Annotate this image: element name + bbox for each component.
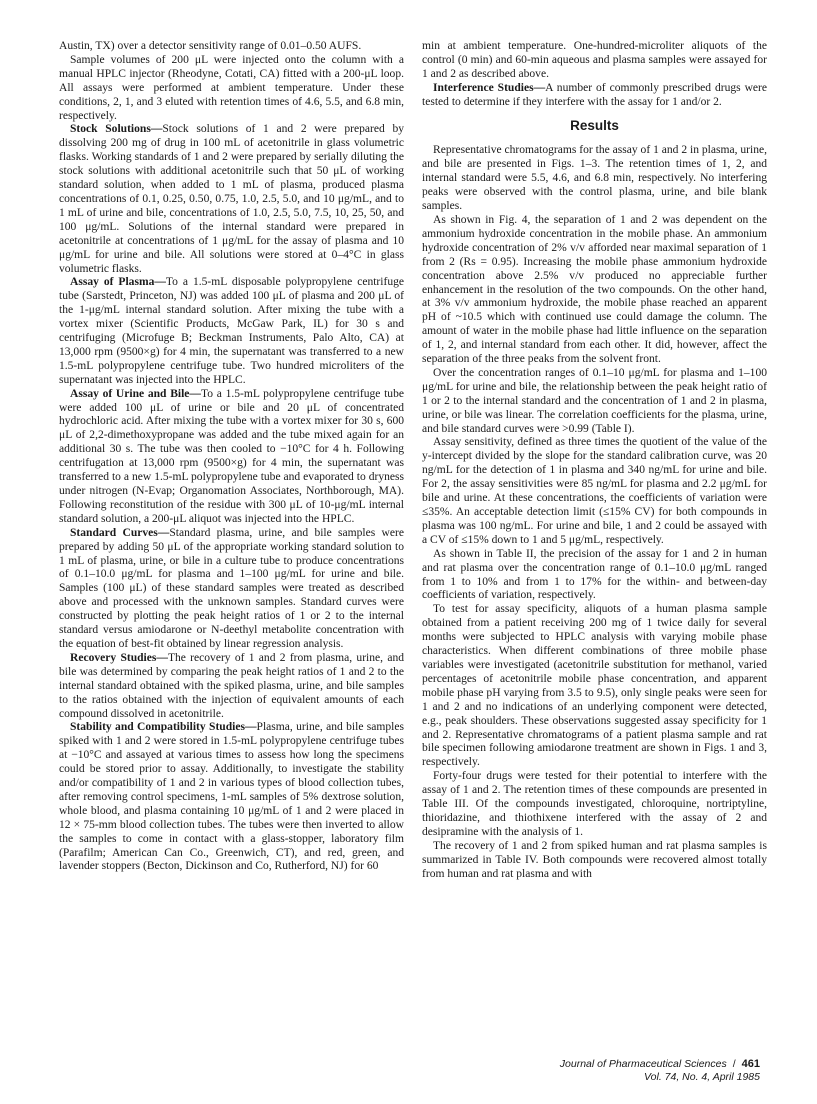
page-footer bbox=[560, 1058, 760, 1083]
assay-plasma-text: To a 1.5-mL disposable polypropylene centrifuge tube (Sarstedt, Princeton, NJ) was added 100 μL of plasma and 200 μL of the 1-μg/mL internal standard solution. After mixing the tube with a vortex mixer (Scientific Products, McGaw Park, IL) for 30 s and centrifuging (Microfuge B; Beckman Instruments, Palo Alto, CA) at 13,000 rpm (9500×g) for 4 min, the supernatant was transferred to a new 1.5-mL polypropylene centrifuge tube. Two hundred microliters of the supernatant was injected into the HPLC. bbox=[59, 276, 404, 386]
paragraph-assay-urine-bile bbox=[59, 388, 404, 527]
paragraph-results-specificity: To test for assay specificity, aliquots of a human plasma sample obtained from a patient receiving 200 mg of 1 twice daily for several months were subjected to HPLC analysis with varying mobile phase characteristics. When different combinations of three mobile phase variables were investigated (acetonitrile substitution for methanol, varied percentages of acetonitrile mobile phase concentration, and apparent mobile phase pH varying from 3.5 to 9.5), only single peaks were seen for 1 and 2 and no indications of an underlying component were detected, e.g., peak shoulders. These observations suggested assay specificity for 1 and 2. Representative chromatograms of a patient plasma sample and rat bile specimen following amiodarone treatment are shown in Figs. 1 and 3, respectively. bbox=[422, 603, 767, 769]
paragraph-standard-curves bbox=[59, 527, 404, 652]
right-column bbox=[422, 40, 767, 881]
heading-assay-plasma: Assay of Plasma— bbox=[70, 276, 166, 289]
recovery-studies-text: The recovery of 1 and 2 from plasma, urine, and bile was determined by comparing the peak height ratios of 1 and 2 to the internal standard obtained with the spiked plasma, urine, and bile samples to the ratios obtained with the injection of equivalent amounts of each compound dissolved in acetonitrile. bbox=[59, 651, 405, 720]
paragraph-injection: Sample volumes of 200 μL were injected onto the column with a manual HPLC injector (Rheodyne, Cotati, CA) fitted with a 200-μL loop. All assays were performed at ambient temperature. Under these conditions, 2, 1, and 3 eluted with retention times of 4.6, 5.5, and 6.8 min, respectively. bbox=[59, 53, 404, 122]
paragraph-results-recovery: The recovery of 1 and 2 from spiked human and rat plasma samples is summarized in Table IV. Both compounds were recovered almost totally from human and rat plasma and with bbox=[422, 839, 767, 880]
paragraph-results-linearity: Over the concentration ranges of 0.1–10 μg/mL for plasma and 1–100 μg/mL for urine and bile, the relationship between the peak height ratio of 1 or 2 to the internal standard and the concentration of 1 and 2 in plasma, urine, or bile was linear. The correlation coefficients for the plasma, urine, and bile standard curves were >0.99 (Table I). bbox=[422, 366, 767, 435]
heading-recovery-studies: Recovery Studies— bbox=[70, 651, 168, 664]
heading-stability-studies: Stability and Compatibility Studies— bbox=[70, 721, 257, 734]
heading-assay-urine-bile: Assay of Urine and Bile— bbox=[70, 387, 201, 400]
paragraph-stability-studies bbox=[59, 721, 404, 874]
paragraph-assay-plasma bbox=[59, 276, 404, 387]
heading-interference-studies: Interference Studies— bbox=[433, 81, 546, 94]
paragraph-results-precision: As shown in Table II, the precision of the assay for 1 and 2 in human and rat plasma over the concentration range of 0.1–10.0 μg/mL ranged from 1 to 10% and from 1 to 17% for the within- and between-day coefficients of variation, respectively. bbox=[422, 547, 767, 602]
standard-curves-text: Standard plasma, urine, and bile samples were prepared by adding 50 μL of the appropriate working standard solution to 1 mL of plasma, urine, or bile in a culture tube to produce concentrations of 0.1–10.0 μg/mL for plasma and 1–100 μg/mL for urine and bile. Samples (100 μL) of these standard samples were treated as described above and processed with the unknown samples. Standard curves were constructed by plotting the peak height ratios of 1 or 2 to the internal standard versus amiodarone or N-deethyl metabolite concentration with the equation of best-fit obtained by linear regression analysis. bbox=[59, 526, 404, 650]
paragraph-interference-studies bbox=[422, 82, 767, 110]
paragraph-results-chromatograms: Representative chromatograms for the assay of 1 and 2 in plasma, urine, and bile are presented in Figs. 1–3. The retention times of 1, 2, and internal standard were 5.5, 4.6, and 6.8 min, respectively. No interfering peaks were observed with the control plasma, urine, and bile blank samples. bbox=[422, 144, 767, 213]
footer-journal-line bbox=[560, 1058, 760, 1071]
interference-studies-text: A number of commonly prescribed drugs were tested to determine if they interfere with the assay for 1 and/or 2. bbox=[422, 81, 767, 108]
stability-studies-text: Plasma, urine, and bile samples spiked with 1 and 2 were stored in 1.5-mL polypropylene centrifuge tubes at −10°C and assayed at various times to assess how long the specimens could be stored prior to assay. Additionally, to investigate the stability and/or compatibility of 1 and 2 in various types of blood collection tubes, after removing control specimens, 1-mL samples of 5% dextrose solution, whole blood, and plasma containing 10 μg/mL of 1 and 2 were placed in 12 × 75-mm blood collection tubes. The tubes were then inverted to allow the samples to come in contact with a glass-stopper, laboratory film (Parafilm; American Can Co., Greenwich, CT), and red, green, and lavender stoppers (Becton, Dickinson and Co, Rutherford, NJ) for 60 bbox=[59, 721, 404, 873]
paragraph-instrumentation-continued: Austin, TX) over a detector sensitivity range of 0.01–0.50 AUFS. bbox=[59, 40, 362, 52]
footer-separator: / bbox=[732, 1058, 736, 1070]
paragraph-stock-solutions bbox=[59, 123, 404, 276]
section-title-results: Results bbox=[570, 117, 619, 133]
stock-solutions-text: Stock solutions of 1 and 2 were prepared by dissolving 200 mg of drug in 100 mL of acetonitrile in glass volumetric flasks. Working standards of 1 and 2 were prepared by serially diluting the stock solutions with additional acetonitrile such that 50 μL of working standard solution, when added to 1 mL of plasma, produced plasma concentrations of 0.1, 0.25, 0.50, 0.75, 1.0, 2.5, 5.0, and 10 μg/mL, and to 1 mL of urine and bile, concentrations of 1.0, 2.5, 5.0, 7.5, 10, 25, 50, and 100 μg/mL. Solutions of the internal standard were prepared in acetonitrile at concentrations of 1 μg/mL for the assay of plasma and 10 μg/mL for urine and bile. All solutions were stored at 0–4°C in glass volumetric flasks. bbox=[59, 123, 405, 275]
paragraph-results-interference: Forty-four drugs were tested for their potential to interfere with the assay of 1 and 2. The retention times of these compounds are presented in Table III. Of the compounds investigated, chloroquine, nortriptyline, thioridazine, and thiothixene interfered with the assay of 2 and desipramine with the analysis of 1. bbox=[422, 770, 767, 838]
page-number: 461 bbox=[741, 1058, 760, 1070]
journal-issue: Vol. 74, No. 4, April 1985 bbox=[644, 1070, 760, 1083]
paragraph-stability-continued: min at ambient temperature. One-hundred-microliter aliquots of the control (0 min) and 60-min aqueous and plasma samples were assayed for 1 and 2 as described above. bbox=[422, 40, 767, 80]
assay-urine-bile-text: To a 1.5-mL polypropylene centrifuge tube were added 100 μL of urine or bile and 20 μL of concentrated hydrochloric acid. After mixing the tube with a vortex mixer for 30 s, 600 μL of 2,2-dimethoxypropane was added and the tube mixed again for an additional 30 s. The tube was then cooled to −10°C for 4 h. Following centrifugation at 13,000 rpm (9500×g) for 4 min, the supernatant was transferred to a new 1.5-mL polypropylene tube and evaporated to dryness under nitrogen (N-Evap; Organomation Associates, Northborough, MA). Following reconstitution of the residue with 300 μL of 10-μg/mL internal standard solution, a 200-μL aliquot was injected into the HPLC. bbox=[59, 387, 404, 525]
paragraph-results-separation: As shown in Fig. 4, the separation of 1 and 2 was dependent on the ammonium hydroxide concentration in the mobile phase. An ammonium hydroxide concentration of 2% v/v afforded near maximal separation of 1 from 2 (Rs = 0.95). Increasing the mobile phase ammonium hydroxide concentration above 2.5% v/v produced no appreciable further enhancement in the resolution of the two compounds. On the other hand, at 3% v/v ammonium hydroxide, the mobile phase reached an apparent pH of ~10.5 which with continued use could damage the column. The amount of water in the mobile phase had little influence on the separation of 1, 2, and internal standard from each other. It did, however, affect the separation of the three peaks from the solvent front. bbox=[422, 213, 767, 366]
paragraph-results-sensitivity: Assay sensitivity, defined as three times the quotient of the value of the y-intercept divided by the slope for the standard calibration curve, was 20 ng/mL for the detection of 1 in plasma and 340 ng/mL for urine and bile. For 2, the assay sensitivities were 85 ng/mL for plasma and 2.2 μg/mL for bile and urine. At these concentrations, the coefficients of variation were ≤35%. An acceptable detection limit (≤15% CV) for both compounds in plasma was 100 ng/mL. For urine and bile, 1 and 2 could be assayed with a CV of ≤15% down to 1 and 5 μg/mL, respectively. bbox=[422, 436, 767, 546]
heading-standard-curves: Standard Curves— bbox=[70, 526, 170, 539]
paragraph-recovery-studies bbox=[59, 652, 404, 722]
heading-stock-solutions: Stock Solutions— bbox=[70, 123, 163, 136]
left-column bbox=[59, 40, 404, 874]
journal-name: Journal of Pharmaceutical Sciences bbox=[559, 1058, 727, 1070]
